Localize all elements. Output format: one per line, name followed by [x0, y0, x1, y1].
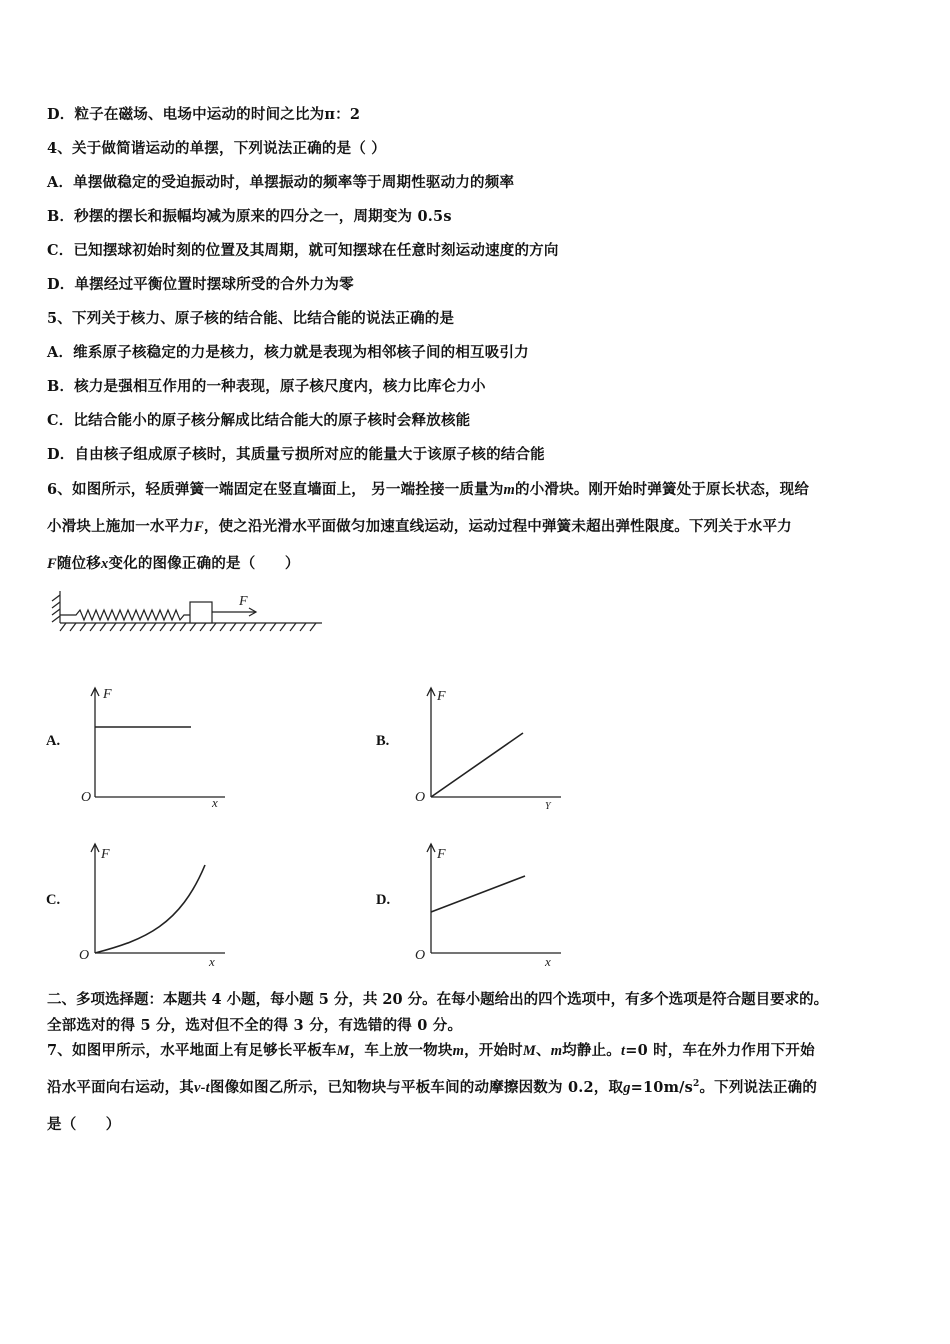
q4-option-a: A．单摆做稳定的受迫振动时，单摆振动的频率等于周期性驱动力的频率 [47, 174, 515, 191]
graph-b [411, 682, 571, 812]
option-c-label: C. [46, 892, 61, 908]
graph-c-x-label: x [209, 954, 215, 969]
section2-line2: 全部选对的得 5 分，选对但不全的得 3 分，有选错的得 0 分。 [47, 1017, 463, 1034]
graph-c-curve [95, 865, 205, 953]
q4-stem: 4、关于做简谐运动的单摆，下列说法正确的是（ ） [47, 140, 386, 157]
option-b-label: B. [376, 733, 390, 749]
graph-c-y-label: F [101, 847, 110, 862]
section2-line1: 二、多项选择题：本题共 4 小题，每小题 5 分，共 20 分。在每小题给出的四个选项中，有多个选项是符合题目要求的。 [47, 991, 829, 1008]
q6-stem-line2: 小滑块上施加一水平力F，使之沿光滑水平面做匀加速直线运动，运动过程中弹簧未超出弹性限度。下列关于水平力 [47, 518, 792, 535]
graph-d-y-label: F [437, 847, 446, 862]
q7-stem-line1: 7、如图甲所示，水平地面上有足够长平板车M，车上放一物块m，开始时M、m均静止。t=0 时，车在外力作用下开始 [47, 1042, 815, 1059]
force-label: F [239, 594, 248, 609]
q7-stem-line3: 是（ ） [47, 1116, 121, 1133]
q5-option-d: D．自由核子组成原子核时，其质量亏损所对应的能量大于该原子核的结合能 [47, 446, 545, 463]
q5-option-a: A．维系原子核稳定的力是核力，核力就是表现为相邻核子间的相互吸引力 [47, 344, 529, 361]
graph-a-x-label: x [212, 795, 218, 810]
graph-b-curve [431, 733, 523, 797]
q3-option-d: D．粒子在磁场、电场中运动的时间之比为π：2 [47, 106, 361, 123]
option-a-label: A. [46, 733, 61, 749]
wall-hatching [52, 595, 60, 622]
graph-d-x-label: x [545, 954, 551, 969]
graph-a-origin: O [81, 790, 92, 805]
graph-b-y-label: F [437, 689, 446, 704]
graph-b-origin: O [415, 790, 426, 805]
graph-b-x-label: Y [545, 801, 551, 812]
graph-a [75, 682, 235, 812]
q6-stem-line3: F随位移x变化的图像正确的是（ ） [47, 555, 300, 572]
q4-option-d: D．单摆经过平衡位置时摆球所受的合外力为零 [47, 276, 354, 293]
graph-a-y-label: F [103, 687, 112, 702]
graph-d-curve [431, 876, 525, 912]
graph-c [75, 840, 235, 970]
graph-d-origin: O [415, 948, 426, 963]
q6-stem-line1: 6、如图所示，轻质弹簧一端固定在竖直墙面上， 另一端拴接一质量为m的小滑块。刚开始时弹簧处于原长状态，现给 [47, 481, 810, 498]
floor-hatching [60, 623, 316, 631]
spring [60, 610, 190, 620]
graph-c-origin: O [79, 948, 90, 963]
q4-option-b: B．秒摆的摆长和振幅均减为原来的四分之一，周期变为 0.5s [47, 208, 452, 225]
q5-option-b: B．核力是强相互作用的一种表现，原子核尺度内，核力比库仑力小 [47, 378, 486, 395]
q5-option-c: C．比结合能小的原子核分解成比结合能大的原子核时会释放核能 [47, 412, 471, 429]
option-d-label: D. [376, 892, 391, 908]
q7-stem-line2: 沿水平面向右运动，其v-t图像如图乙所示，已知物块与平板车间的动摩擦因数为 0.2，取$g=10m/s^2$。下列说法正确的 [47, 1079, 818, 1096]
q5-stem: 5、下列关于核力、原子核的结合能、比结合能的说法正确的是 [47, 310, 455, 327]
block [190, 602, 212, 623]
q4-option-c: C．已知摆球初始时刻的位置及其周期，就可知摆球在任意时刻运动速度的方向 [47, 242, 559, 259]
graph-d [411, 840, 571, 970]
spring-block-figure [46, 585, 326, 635]
